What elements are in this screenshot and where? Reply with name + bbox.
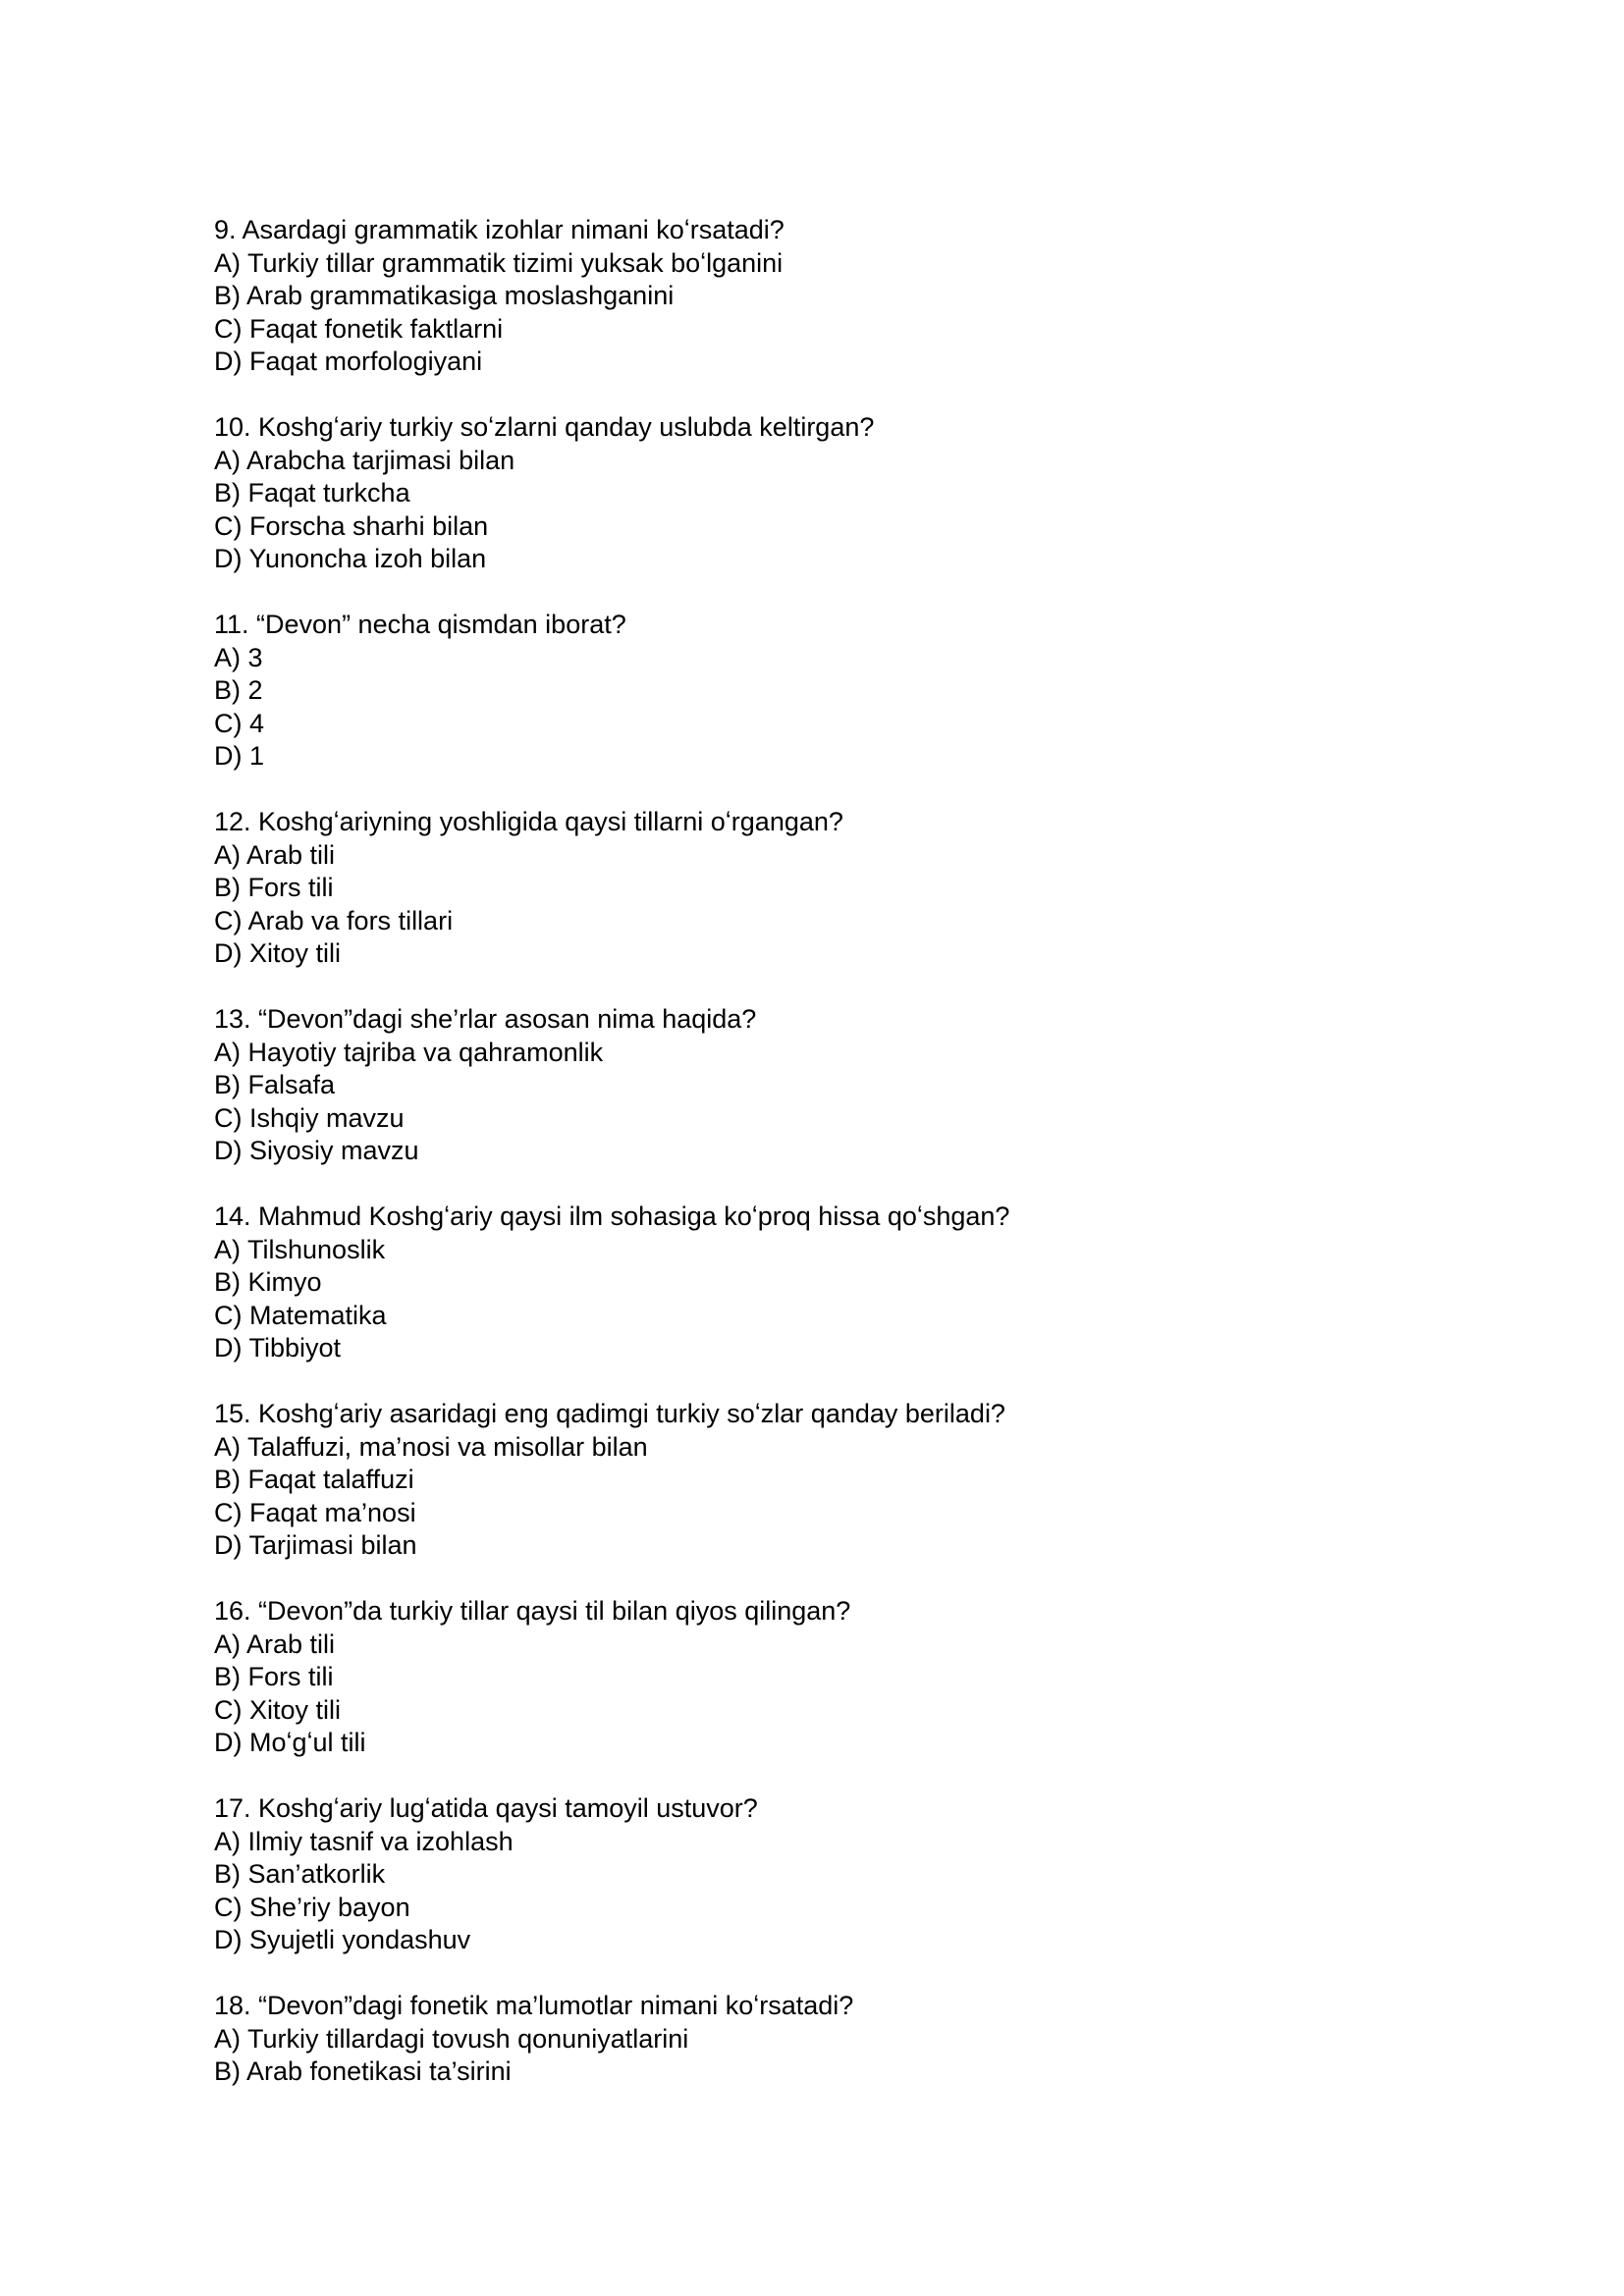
- question-text: 18. “Devon”dagi fonetik ma’lumotlar nimani koʻrsatadi?: [214, 1991, 854, 2020]
- option-d: D) Siyosiy mavzu: [214, 1136, 419, 1165]
- option-d: D) Yunoncha izoh bilan: [214, 544, 487, 573]
- option-d: D) Syujetli yondashuv: [214, 1925, 471, 1954]
- question-block: [214, 1792, 1441, 1957]
- option-b: B) Fors tili: [214, 873, 334, 902]
- option-d: D) 1: [214, 741, 265, 771]
- option-a: A) Ilmiy tasnif va izohlash: [214, 1826, 514, 1856]
- question-block: [214, 411, 1441, 576]
- option-c: C) She’riy bayon: [214, 1892, 410, 1922]
- question-block: [214, 1398, 1441, 1563]
- question-text: 11. “Devon” necha qismdan iborat?: [214, 610, 626, 639]
- option-a: A) Hayotiy tajriba va qahramonlik: [214, 1037, 604, 1067]
- option-b: B) Kimyo: [214, 1267, 322, 1297]
- option-d: D) Faqat morfologiyani: [214, 347, 483, 376]
- option-b: B) 2: [214, 675, 263, 705]
- option-a: A) Arab tili: [214, 839, 336, 870]
- question-block: [214, 214, 1441, 379]
- option-d: D) Tibbiyot: [214, 1333, 342, 1362]
- question-block: [214, 1990, 1441, 2089]
- document-page: [214, 214, 1441, 2121]
- question-text: 15. Koshgʻariy asaridagi eng qadimgi turkiy soʻzlar qanday beriladi?: [214, 1399, 1005, 1428]
- option-c: C) Matematika: [214, 1300, 387, 1330]
- option-a: A) Arabcha tarjimasi bilan: [214, 445, 515, 475]
- option-a: A) Tilshunoslik: [214, 1234, 386, 1264]
- option-c: C) Ishqiy mavzu: [214, 1102, 405, 1133]
- option-a: A) Turkiy tillardagi tovush qonuniyatlarini: [214, 2023, 689, 2054]
- option-c: C) Arab va fors tillari: [214, 905, 454, 935]
- option-b: B) Arab grammatikasiga moslashganini: [214, 281, 675, 310]
- question-block: [214, 1595, 1441, 1760]
- question-text: 10. Koshgʻariy turkiy soʻzlarni qanday uslubda keltirgan?: [214, 412, 875, 442]
- option-a: A) Arab tili: [214, 1629, 336, 1659]
- option-a: A) Talaffuzi, ma’nosi va misollar bilan: [214, 1431, 648, 1462]
- question-text: 16. “Devon”da turkiy tillar qaysi til bilan qiyos qilingan?: [214, 1596, 851, 1626]
- option-c: C) Faqat ma’nosi: [214, 1497, 416, 1527]
- option-b: B) Fors tili: [214, 1662, 334, 1691]
- question-block: [214, 609, 1441, 774]
- option-d: D) Tarjimasi bilan: [214, 1530, 417, 1560]
- option-d: D) Xitoy tili: [214, 938, 342, 968]
- option-c: C) Forscha sharhi bilan: [214, 510, 489, 541]
- option-b: B) Arab fonetikasi ta’sirini: [214, 2056, 512, 2086]
- option-b: B) San’atkorlik: [214, 1859, 386, 1889]
- option-c: C) 4: [214, 708, 265, 738]
- question-text: 17. Koshgʻariy lugʻatida qaysi tamoyil ustuvor?: [214, 1793, 758, 1823]
- question-text: 12. Koshgʻariyning yoshligida qaysi tillarni oʻrgangan?: [214, 807, 843, 836]
- question-text: 14. Mahmud Koshgʻariy qaysi ilm sohasiga koʻproq hissa qoʻshgan?: [214, 1201, 1010, 1231]
- option-a: A) Turkiy tillar grammatik tizimi yuksak boʻlganini: [214, 247, 784, 278]
- option-c: C) Xitoy tili: [214, 1694, 342, 1725]
- option-a: A) 3: [214, 642, 263, 672]
- question-text: 9. Asardagi grammatik izohlar nimani koʻrsatadi?: [214, 215, 785, 244]
- option-b: B) Falsafa: [214, 1070, 336, 1099]
- question-block: [214, 1201, 1441, 1365]
- question-text: 13. “Devon”dagi she’rlar asosan nima haqida?: [214, 1004, 757, 1034]
- question-block: [214, 806, 1441, 971]
- option-d: D) Moʻgʻul tili: [214, 1728, 366, 1757]
- option-b: B) Faqat turkcha: [214, 478, 410, 507]
- question-block: [214, 1003, 1441, 1168]
- option-b: B) Faqat talaffuzi: [214, 1465, 414, 1494]
- option-c: C) Faqat fonetik faktlarni: [214, 313, 504, 344]
